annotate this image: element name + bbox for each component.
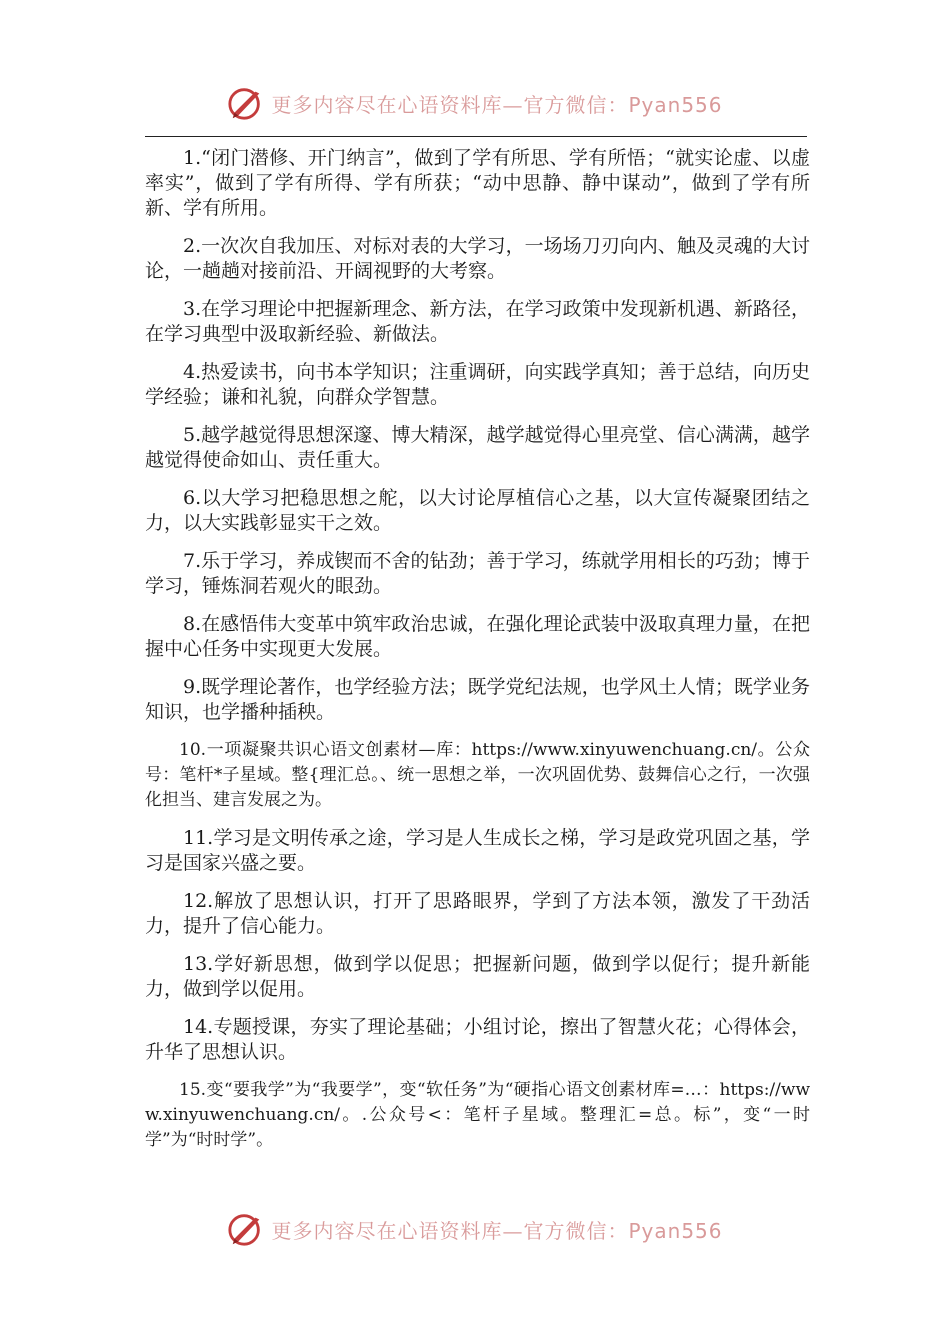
paragraph: 4.热爱读书，向书本学知识；注重调研，向实践学真知；善于总结，向历史学经验；谦和礼貌，向群众学智慧。 [145,361,810,408]
banner-caption: 更多内容尽在心语资料库—官方微信： [271,1218,629,1243]
paragraph: 2.一次次自我加压、对标对表的大学习，一场场刀刃向内、触及灵魂的大讨论，一趟趟对接前沿、开阔视野的大考察。 [145,235,810,282]
paragraph: 1.“闭门潜修、开门纳言”，做到了学有所思、学有所悟；“就实论虚、以虚率实”，做到了学有所得、学有所获；“动中思静、静中谋动”，做到了学有所新、学有所用。 [145,147,810,219]
pen-logo-icon [227,1210,265,1248]
paragraph: 3.在学习理论中把握新理念、新方法，在学习政策中发现新机遇、新路径，在学习典型中汲取新经验、新做法。 [145,298,810,345]
banner-wechat-id: Pyan556 [628,1218,723,1243]
header-banner [0,84,950,122]
paragraph: 7.乐于学习，养成锲而不舍的钻劲；善于学习，练就学用相长的巧劲；博于学习，锤炼洞若观火的眼劲。 [145,550,810,597]
paragraph: 10.一项凝聚共识心语文创素材—库：https://www.xinyuwenchuang.cn/。公众号：笔杆*子星域。整{理汇总。、统一思想之举，一次巩固优势、鼓舞信心之行，一次强化担当、建言发展之为。 [145,740,810,810]
header-rule [145,136,807,137]
paragraph: 9.既学理论著作，也学经验方法；既学党纪法规，也学风土人情；既学业务知识，也学播种插秧。 [145,676,810,723]
document-body [145,146,810,1166]
paragraph: 6.以大学习把稳思想之舵，以大讨论厚植信心之基，以大宣传凝聚团结之力，以大实践彰显实干之效。 [145,487,810,534]
paragraph: 11.学习是文明传承之途，学习是人生成长之梯，学习是政党巩固之基，学习是国家兴盛之要。 [145,827,810,874]
pen-logo-icon [227,84,265,122]
footer-banner [0,1210,950,1248]
paragraph: 14.专题授课，夯实了理论基础；小组讨论，擦出了智慧火花；心得体会，升华了思想认识。 [145,1016,810,1063]
paragraph: 12.解放了思想认识，打开了思路眼界，学到了方法本领，激发了干劲活力，提升了信心能力。 [145,890,810,937]
paragraph: 8.在感悟伟大变革中筑牢政治忠诚，在强化理论武装中汲取真理力量，在把握中心任务中实现更大发展。 [145,613,810,660]
paragraph: 13.学好新思想，做到学以促思；把握新问题，做到学以促行；提升新能力，做到学以促用。 [145,953,810,1000]
paragraph: 5.越学越觉得思想深邃、博大精深，越学越觉得心里亮堂、信心满满，越学越觉得使命如山、责任重大。 [145,424,810,471]
paragraph: 15.变“要我学”为“我要学”，变“软任务”为“硬指心语文创素材库=…：https://www.xinyuwenchuang.cn/。.公众号<：笔杆子星域。整理汇=总。标”，变“一时学”为“时时学”。 [145,1080,810,1150]
banner-text [271,1215,722,1244]
banner-wechat-id: Pyan556 [628,92,723,117]
banner-text [271,89,722,118]
banner-caption: 更多内容尽在心语资料库—官方微信： [271,92,629,117]
